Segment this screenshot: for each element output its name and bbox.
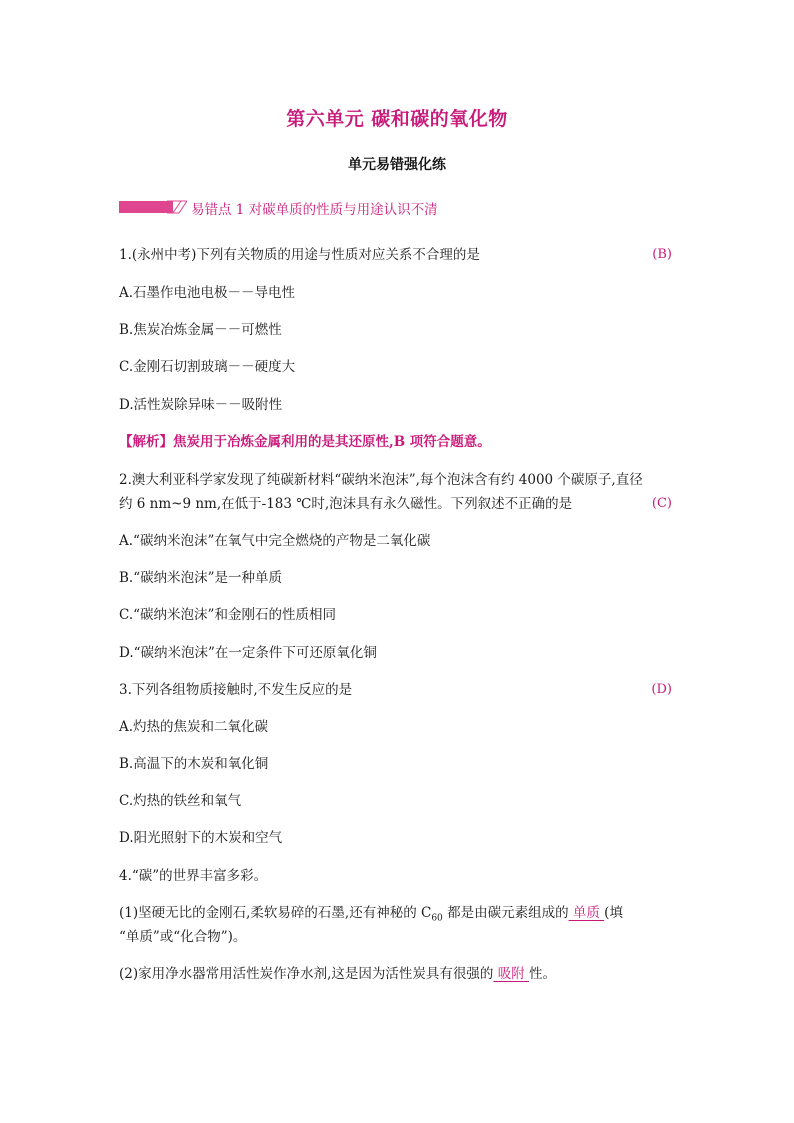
q3-option-c: C.灼热的铁丝和氧气 — [119, 793, 242, 809]
q4-stem: 4.“碳”的世界丰富多彩。 — [119, 868, 268, 884]
q4-part1-text-middle: 都是由碳元素组成的 — [442, 905, 569, 921]
q1-option-a: A.石墨作电池电极－－导电性 — [119, 285, 296, 301]
q2-stem-line1: 2.澳大利亚科学家发现了纯碳新材料“碳纳米泡沫”,每个泡沫含有约 4000 个碳原子,直径 — [119, 472, 643, 488]
q2-stem-line2: 约 6 nm~9 nm,在低于-183 ℃时,泡沫具有永久磁性。下列叙述不正确的是 — [119, 496, 573, 512]
q2-option-b: B.“碳纳米泡沫”是一种单质 — [119, 570, 283, 586]
q2-answer: (C) — [651, 496, 672, 511]
q1-option-c: C.金刚石切割玻璃－－硬度大 — [119, 359, 296, 375]
q2-option-a: A.“碳纳米泡沫”在氧气中完全燃烧的产物是二氧化碳 — [119, 533, 431, 549]
q3-stem: 3.下列各组物质接触时,不发生反应的是 — [119, 682, 353, 698]
section-subtitle: 单元易错强化练 — [348, 157, 446, 173]
q3-answer: (D) — [651, 682, 672, 697]
q4-part1-text: (1)坚硬无比的金刚石,柔软易碎的石墨,还有神秘的 C — [119, 905, 432, 921]
q1-option-b: B.焦炭冶炼金属－－可燃性 — [119, 322, 282, 338]
q3-option-a: A.灼热的焦炭和二氧化碳 — [119, 719, 269, 735]
q4-part2-text: (2)家用净水器常用活性炭作净水剂,这是因为活性炭具有很强的 — [119, 966, 494, 982]
q4-part1 — [119, 903, 623, 929]
page-title: 第六单元 碳和碳的氧化物 — [286, 108, 508, 130]
q2-option-c: C.“碳纳米泡沫”和金刚石的性质相同 — [119, 607, 336, 623]
q4-part2 — [119, 964, 556, 984]
banner-bar — [119, 201, 173, 213]
q4-part2-text-after: 性。 — [529, 966, 557, 982]
q4-part1-text-after: (填 — [604, 905, 623, 921]
q1-answer: (B) — [652, 247, 672, 262]
q1-option-d: D.活性炭除异味－－吸附性 — [119, 397, 283, 413]
banner-slant-icon — [167, 200, 187, 214]
q1-stem: 1.(永州中考)下列有关物质的用途与性质对应关系不合理的是 — [119, 247, 480, 263]
q4-part1-subscript: 60 — [431, 913, 443, 924]
q4-part1-answer-blank: 单质 — [568, 905, 605, 921]
q2-option-d: D.“碳纳米泡沫”在一定条件下可还原氧化铜 — [119, 645, 377, 661]
q4-part1-line2: “单质”或“化合物”)。 — [119, 929, 247, 945]
banner-text: 易错点 1 对碳单质的性质与用途认识不清 — [191, 202, 438, 218]
q3-option-d: D.阳光照射下的木炭和空气 — [119, 830, 283, 846]
q4-part2-answer-blank: 吸附 — [493, 966, 530, 982]
q1-analysis: 【解析】焦炭用于冶炼金属利用的是其还原性,B 项符合题意。 — [119, 434, 491, 450]
q3-option-b: B.高温下的木炭和氧化铜 — [119, 756, 269, 772]
